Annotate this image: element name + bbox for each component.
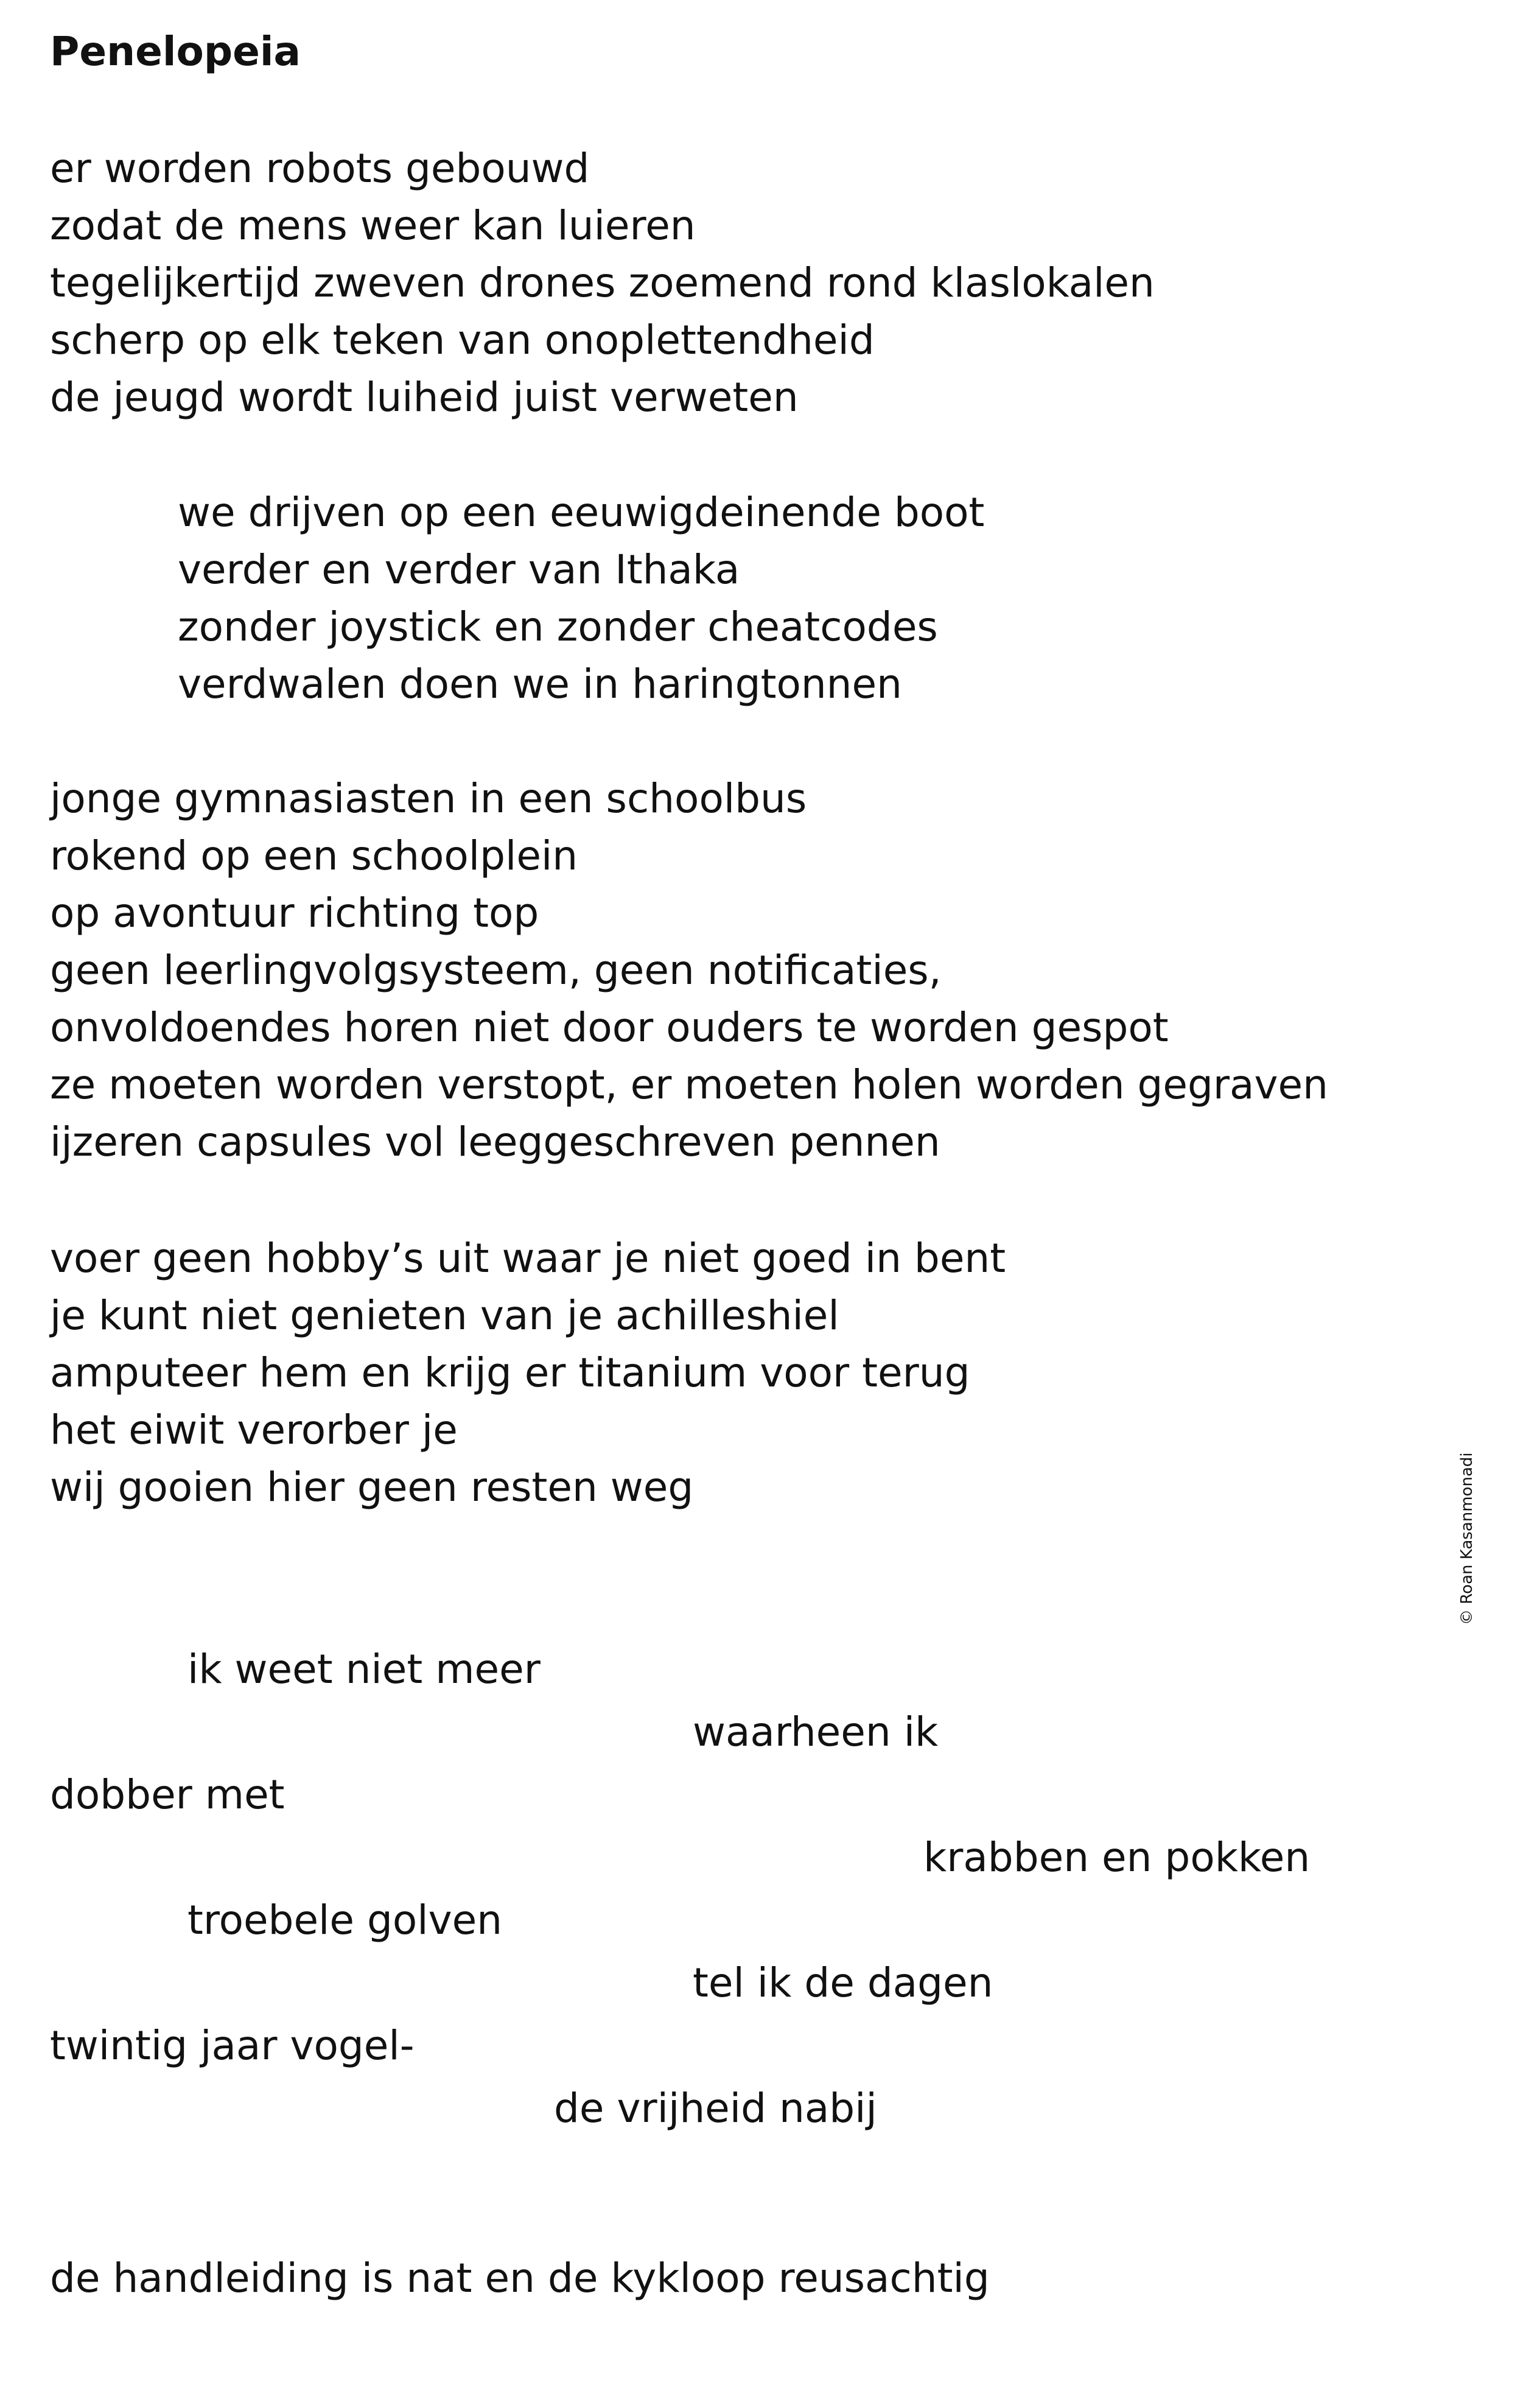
poem-line: we drijven op een eeuwigdeinende boot: [178, 489, 985, 536]
final-line: de handleiding is nat en de kykloop reusachtig: [50, 2255, 990, 2302]
scattered-line: de vrijheid nabij: [554, 2085, 877, 2132]
poem-line: wij gooien hier geen resten weg: [50, 1464, 694, 1511]
poem-line: verder en verder van Ithaka: [178, 546, 740, 593]
poem-title: Penelopeia: [50, 28, 301, 75]
poem-line: rokend op een schoolplein: [50, 832, 578, 879]
scattered-line: ik weet niet meer: [187, 1646, 541, 1693]
poem-line: op avontuur richting top: [50, 890, 539, 936]
poem-line: jonge gymnasiasten in een schoolbus: [50, 775, 807, 822]
scattered-line: krabben en pokken: [923, 1834, 1311, 1881]
poem-line: er worden robots gebouwd: [50, 145, 590, 192]
poem-line: je kunt niet genieten van je achilleshiel: [50, 1292, 839, 1339]
poem-line: ze moeten worden verstopt, er moeten holen worden gegraven: [50, 1061, 1328, 1108]
scattered-line: troebele golven: [187, 1897, 503, 1944]
poem-line: zodat de mens weer kan luieren: [50, 202, 696, 249]
poem-line: verdwalen doen we in haringtonnen: [178, 661, 902, 708]
stanza-3: [50, 770, 1328, 1171]
stanza-4: [50, 1230, 1006, 1516]
poem-line: scherp op elk teken van onoplettendheid: [50, 317, 875, 364]
poem-line: onvoldoendes horen niet door ouders te worden gespot: [50, 1004, 1169, 1051]
photo-credit: © Roan Kasanmonadi: [1458, 1452, 1476, 1625]
poem-line: het eiwit verorber je: [50, 1407, 458, 1453]
poem-line: de jeugd wordt luiheid juist verweten: [50, 374, 799, 421]
poem-line: geen leerlingvolgsysteem, geen notificaties,: [50, 947, 942, 994]
poem-line: zonder joystick en zonder cheatcodes: [178, 603, 938, 650]
stanza-1: [50, 140, 1155, 426]
scattered-line: tel ik de dagen: [693, 1959, 993, 2006]
poem-line: voer geen hobby’s uit waar je niet goed in bent: [50, 1235, 1006, 1282]
scattered-line: dobber met: [50, 1771, 285, 1818]
poem-line: tegelijkertijd zweven drones zoemend rond klaslokalen: [50, 259, 1155, 306]
scattered-line: waarheen ik: [693, 1709, 939, 1755]
poem-line: ijzeren capsules vol leeggeschreven pennen: [50, 1119, 940, 1165]
scattered-line: twintig jaar vogel-: [50, 2022, 415, 2069]
poem-line: amputeer hem en krijg er titanium voor terug: [50, 1349, 970, 1396]
stanza-2: [178, 484, 984, 713]
